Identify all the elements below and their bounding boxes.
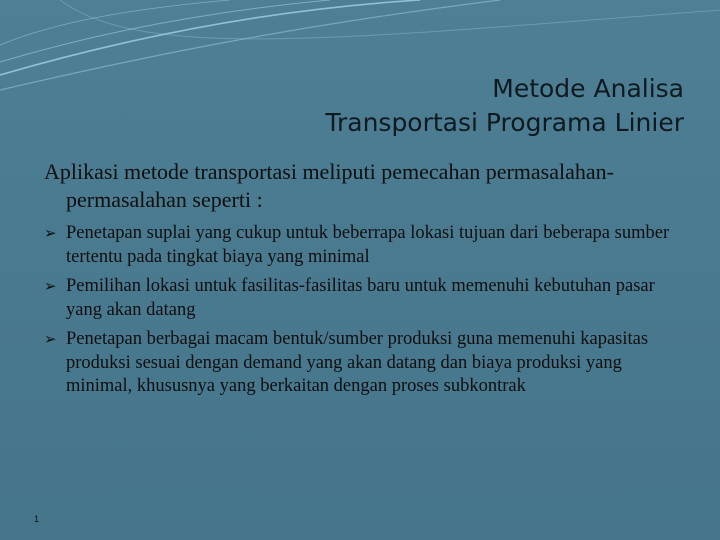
list-item	[44, 328, 684, 399]
page-number: 1	[34, 514, 40, 524]
title-line-1: Metode Analisa	[492, 74, 684, 103]
intro-text: Aplikasi metode transportasi meliputi pemecahan permasalahan-permasalahan seperti :	[44, 159, 614, 212]
bullet-text: Pemilihan lokasi untuk fasilitas-fasilitas baru untuk memenuhi kebutuhan pasar yang akan datang	[66, 276, 655, 320]
bullet-text: Penetapan suplai yang cukup untuk beberrapa lokasi tujuan dari beberapa sumber tertentu pada tingkat biaya yang minimal	[66, 223, 670, 267]
list-item	[44, 222, 684, 269]
list-item	[44, 275, 684, 322]
arrow-bullet-icon: ➢	[44, 277, 57, 295]
bullet-list	[44, 222, 684, 405]
bullet-text: Penetapan berbagai macam bentuk/sumber produksi guna memenuhi kapasitas produksi sesuai dengan demand yang akan datang dan biaya produksi yang minimal, khususnya yang berkaitan dengan proses subkontrak	[66, 329, 649, 396]
arrow-bullet-icon: ➢	[44, 224, 57, 242]
arrow-bullet-icon: ➢	[44, 330, 57, 348]
slide-title	[325, 72, 684, 140]
title-line-2: Transportasi Programa Linier	[325, 108, 684, 137]
